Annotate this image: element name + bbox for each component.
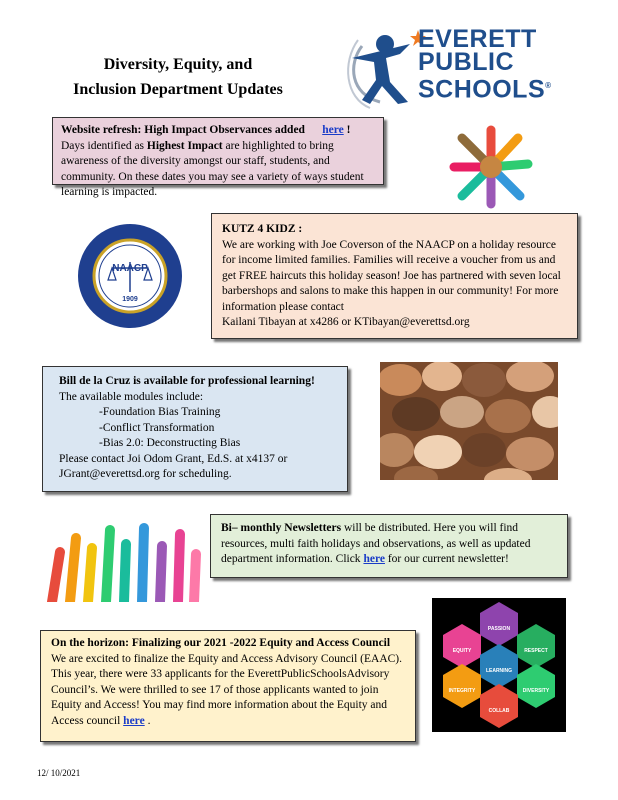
hex-label: LEARNING — [485, 668, 513, 674]
kutz-heading: KUTZ 4 KIDZ : — [222, 223, 303, 235]
website-refresh-box — [52, 117, 384, 198]
equity-council-box — [40, 630, 416, 742]
page-title — [48, 52, 308, 102]
kutz-contact: Kailani Tibayan at x4286 or KTibayan@everettsd.org — [222, 316, 470, 328]
newsletter-text-2: for our current newsletter! — [384, 553, 509, 565]
bill-intro: The available modules include: — [59, 390, 204, 403]
naacp-center-text: NAACP — [112, 263, 148, 274]
module-item: -Conflict Transformation — [99, 421, 215, 434]
council-heading: On the horizon: Finalizing our 2021 -2022 Equity and Access Council — [51, 637, 391, 649]
naacp-seal-icon — [76, 222, 184, 330]
bill-contact: Please contact Joi Odom Grant, Ed.S. at x4137 or JGrant@everettsd.org for scheduling. — [59, 452, 288, 480]
module-item: -Foundation Bias Training — [99, 406, 221, 418]
hex-label: RESPECT — [524, 648, 548, 654]
council-end: . — [144, 714, 151, 727]
hex-label: PASSION — [487, 626, 511, 632]
council-body: We are excited to finalize the Equity and Access Advisory Council (EAAC). This year, there were 33 applicants for the EverettPublicSchoolsAdvisory Council’s. We were thrilled to see 17 of those applicants wanted to join Equity and Access! You may find more information about the Equity and Access council — [51, 652, 403, 727]
registered-mark: ® — [545, 81, 552, 90]
everett-logo-icon — [340, 24, 430, 114]
module-item: -Bias 2.0: Deconstructing Bias — [99, 437, 241, 449]
bill-de-la-cruz-box — [42, 366, 348, 492]
website-link-suffix: ! — [343, 124, 351, 136]
hex-label: EQUITY — [452, 648, 472, 654]
newsletter-heading: Bi– monthly Newsletters — [221, 522, 342, 534]
website-text-1: Days identified as — [61, 139, 147, 152]
hex-label: INTEGRITY — [448, 688, 476, 694]
website-heading: Website refresh: High Impact Observances added — [61, 124, 305, 136]
website-text-2: are highlighted to bring awareness of the diversity amongst our staff, students, and community. On these dates you may see a variety of ways student learning is impacted. — [61, 139, 364, 198]
raised-hands-image — [42, 518, 204, 602]
title-line-1: Diversity, Equity, and — [103, 56, 253, 73]
hex-label: DIVERSITY — [522, 688, 550, 694]
naacp-founded: 1909 — [122, 296, 138, 303]
newsletter-box — [210, 514, 568, 578]
logo-line-1: EVERETT — [418, 25, 537, 53]
everett-logo-text — [418, 25, 552, 104]
hex-label: COLLAB — [488, 708, 510, 714]
kutz-body: We are working with Joe Coverson of the NAACP on a holiday resource for income limited families. Families will receive a voucher from us and get FREE haircuts this holiday season! Joe has partnered with seven local barbershops and salons to make this happen in our community! For more information please contact — [222, 238, 561, 313]
logo-line-2: PUBLIC — [418, 48, 515, 76]
hands-circle-icon — [448, 124, 534, 210]
title-line-2: Inclusion Department Updates — [73, 81, 283, 98]
kutz-4-kidz-box — [211, 213, 578, 339]
newsletter-here-link[interactable]: here — [363, 553, 385, 565]
council-here-link[interactable]: here — [123, 714, 145, 727]
faces-mosaic-image — [380, 362, 558, 480]
logo-line-3: SCHOOLS — [418, 75, 546, 104]
footer-date: 12/ 10/2021 — [37, 768, 81, 778]
website-bold: Highest Impact — [146, 139, 223, 152]
newsletter-text-1: will be distributed. Here you will find resources, multi faith holidays and observations, as well as updated department information. Click — [221, 522, 531, 565]
website-here-link[interactable]: here — [322, 124, 344, 136]
values-hexagon-graphic — [432, 598, 566, 732]
bill-heading: Bill de la Cruz is available for professional learning! — [59, 375, 315, 387]
